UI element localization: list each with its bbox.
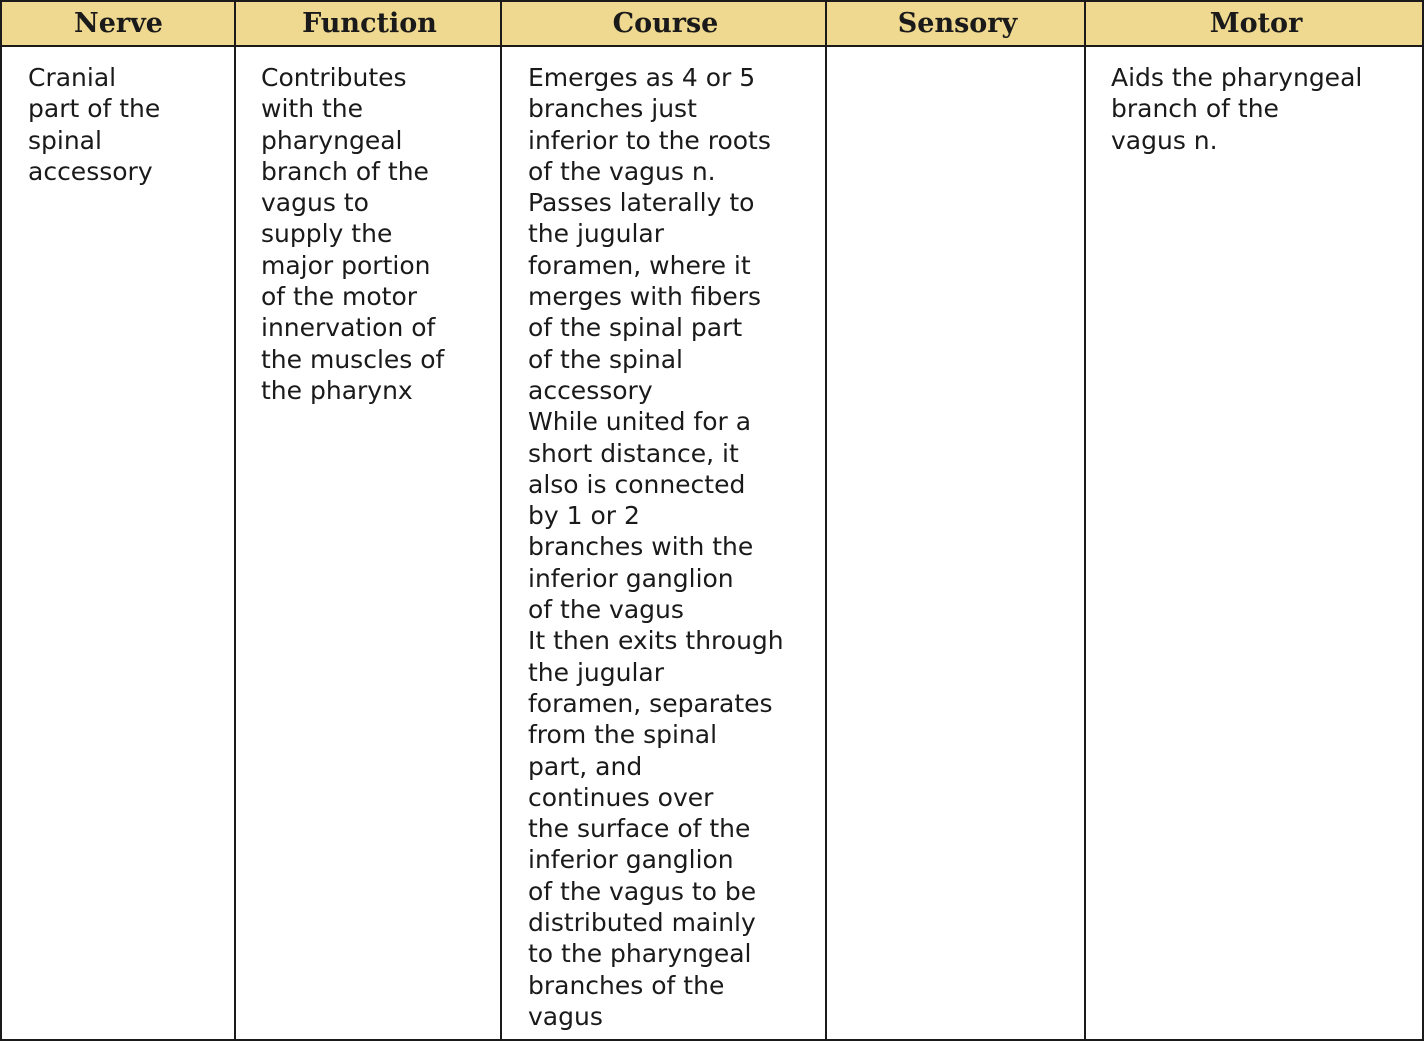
text-line: inferior ganglion <box>528 563 734 593</box>
text-line: foramen, separates <box>528 688 773 718</box>
text-line: by 1 or 2 <box>528 501 640 531</box>
text-line: distributed mainly <box>528 908 756 938</box>
text-line: branches with the <box>528 532 754 562</box>
column-divider <box>1084 2 1086 1041</box>
text-line: branches just <box>528 94 697 124</box>
text-line: of the vagus to be <box>528 876 757 906</box>
header-motor: Motor <box>1209 8 1303 39</box>
course-entry <box>528 625 824 1032</box>
text-line: the muscles of <box>261 344 445 374</box>
text-line: branches of the <box>528 970 725 1000</box>
header-nerve: Nerve <box>74 8 163 39</box>
text-line: foramen, where it <box>528 250 751 280</box>
text-line: branch of the <box>1111 94 1279 124</box>
header-sensory: Sensory <box>897 8 1018 39</box>
text-line: the surface of the <box>528 814 751 844</box>
column-divider <box>825 2 827 1041</box>
text-line: pharyngeal <box>261 125 403 155</box>
text-line: Passes laterally to <box>528 188 755 218</box>
text-line: supply the <box>261 219 393 249</box>
cell-motor <box>1111 62 1421 156</box>
column-divider <box>500 2 502 1041</box>
text-line: continues over <box>528 782 714 812</box>
table-header-row <box>2 2 1422 47</box>
text-line: merges with fibers <box>528 282 762 312</box>
text-line: vagus to <box>261 188 369 218</box>
text-line: of the motor <box>261 282 418 312</box>
text-line: major portion <box>261 250 431 280</box>
text-line: part of the <box>28 94 161 124</box>
text-line: innervation of <box>261 313 436 343</box>
text-line: to the pharyngeal <box>528 939 752 969</box>
column-divider <box>234 2 236 1041</box>
text-line: While united for a <box>528 407 752 437</box>
motor-entry <box>1111 62 1421 156</box>
text-line: with the <box>261 94 364 124</box>
header-course: Course <box>612 8 719 39</box>
text-line: It then exits through <box>528 626 784 656</box>
text-line: vagus <box>528 1001 603 1031</box>
text-line: of the spinal <box>528 344 683 374</box>
text-line: Cranial <box>28 63 117 92</box>
header-function: Function <box>302 8 437 39</box>
text-line: from the spinal <box>528 720 718 750</box>
function-entry <box>261 62 499 406</box>
cell-nerve <box>28 62 233 187</box>
course-entry <box>528 62 824 187</box>
text-line: Emerges as 4 or 5 <box>528 63 756 92</box>
cell-course <box>528 62 824 1032</box>
text-line: of the vagus <box>528 595 684 625</box>
text-line: branch of the <box>261 156 429 186</box>
text-line: of the spinal part <box>528 313 743 343</box>
nerve-entry <box>28 62 233 187</box>
text-line: the jugular <box>528 219 665 249</box>
text-line: accessory <box>28 156 153 186</box>
text-line: inferior to the roots <box>528 125 771 155</box>
text-line: inferior ganglion <box>528 845 734 875</box>
text-line: Aids the pharyngeal <box>1111 63 1363 92</box>
course-entry <box>528 187 824 406</box>
text-line: the pharynx <box>261 375 413 405</box>
cell-function <box>261 62 499 406</box>
text-line: vagus n. <box>1111 125 1218 155</box>
text-line: accessory <box>528 375 653 405</box>
text-line: short distance, it <box>528 438 739 468</box>
course-entry <box>528 406 824 625</box>
text-line: spinal <box>28 125 102 155</box>
text-line: Contributes <box>261 63 407 92</box>
text-line: the jugular <box>528 657 665 687</box>
text-line: also is connected <box>528 469 746 499</box>
text-line: part, and <box>528 751 643 781</box>
text-line: of the vagus n. <box>528 156 716 186</box>
